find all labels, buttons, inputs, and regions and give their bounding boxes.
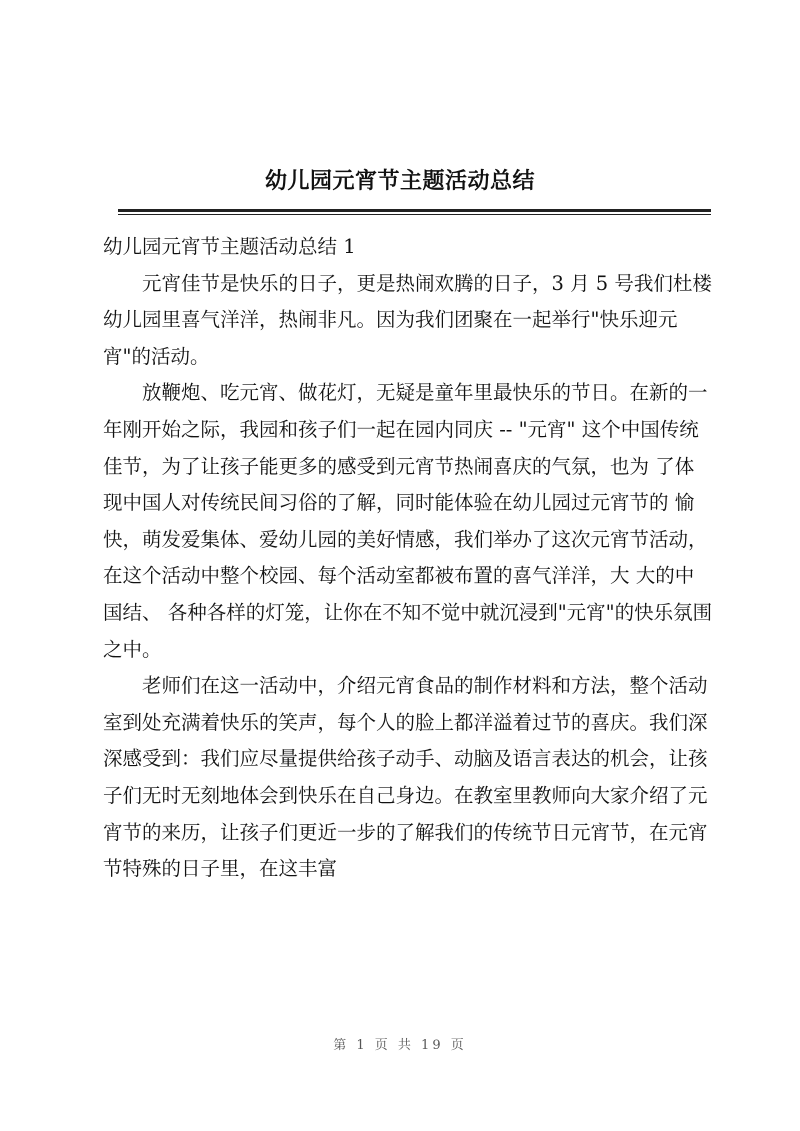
page-number-footer: 第 1 页 共 19 页 bbox=[333, 1038, 467, 1053]
section-heading: 幼儿园元宵节主题活动总结 1 bbox=[103, 235, 356, 258]
title-divider-thin bbox=[118, 214, 711, 215]
paragraph-3: 老师们在这一活动中，介绍元宵食品的制作材料和方法，整个活动室到处充满着快乐的笑声，每个人的脸上都洋溢着过节的喜庆。我们深深感受到：我们应尽量提供给孩子动手、动脑及语言表达的机会，让孩子们无时无刻地体会到快乐在自己身边。在教室里教师向大家介绍了元宵节的来历，让孩子们更近一步的了解我们的传统节日元宵节，在元宵节特殊的日子里，在这丰富 bbox=[103, 674, 708, 881]
title-divider-thick bbox=[118, 209, 711, 212]
paragraph-1: 元宵佳节是快乐的日子，更是热闹欢腾的日子，3 月 5 号我们杜楼幼儿园里喜气洋洋，热闹非凡。因为我们团聚在一起举行"快乐迎元宵"的活动。 bbox=[103, 271, 712, 368]
document-body bbox=[103, 229, 713, 888]
paragraph-2: 放鞭炮、吃元宵、做花灯，无疑是童年里最快乐的节日。在新的一年刚开始之际，我园和孩子们一起在园内同庆 -- "元宵" 这个中国传统佳节，为了让孩子能更多的感受到元宵节热闹喜庆的气氛，也为 了体现中国人对传统民间习俗的了解，同时能体验在幼儿园过元宵节的 愉快，萌发爱集体、爱幼儿园的美好情感，我们举办了这次元宵节活动，在这个活动中整个校园、每个活动室都被布置的喜气洋洋，大 大的中国结、 各种各样的灯笼，让你在不知不觉中就沉浸到"元宵"的快乐氛围之中。 bbox=[103, 381, 713, 661]
document-title: 幼儿园元宵节主题活动总结 bbox=[264, 168, 535, 194]
